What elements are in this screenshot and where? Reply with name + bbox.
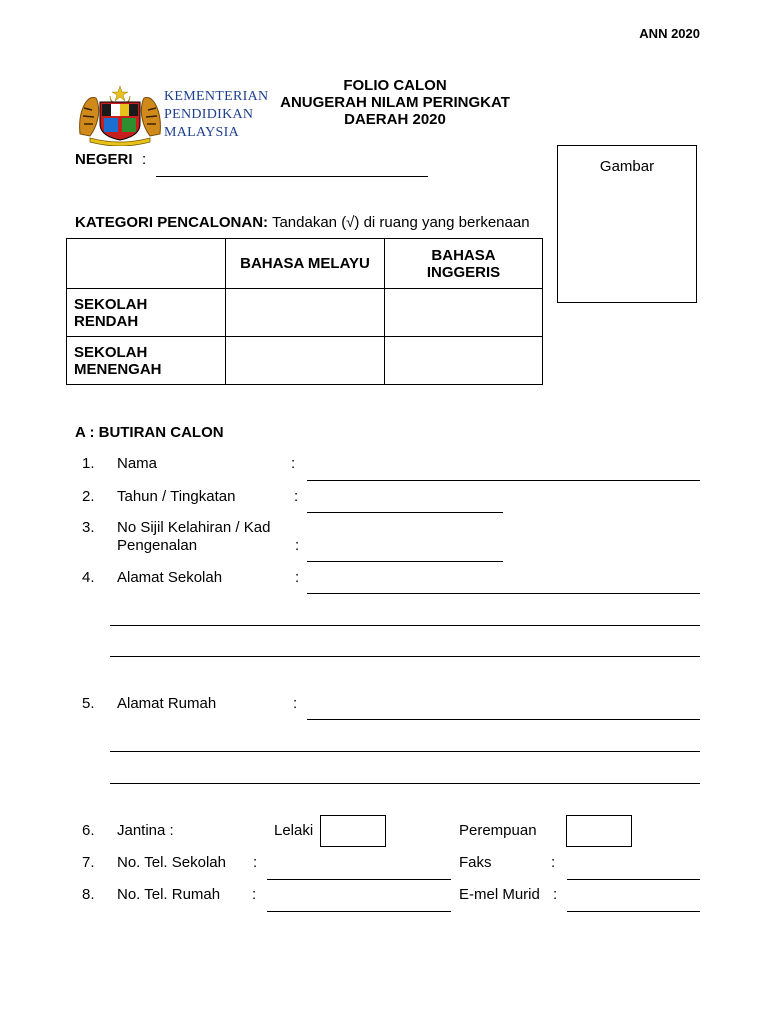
logo-line-2: PENDIDIKAN [164, 107, 254, 122]
colon: : [291, 455, 296, 472]
faks-label: Faks [459, 854, 492, 871]
kategori-label: KATEGORI PENCALONAN: [75, 214, 269, 231]
nama-label: Nama [117, 455, 158, 472]
table-header-row [67, 239, 543, 289]
row-label [67, 337, 226, 385]
colon: : [252, 886, 257, 903]
colon: : [553, 886, 558, 903]
negeri-colon: : [142, 151, 147, 168]
colon: : [295, 537, 300, 554]
field-number: 5. [82, 695, 95, 712]
tel-sekolah-label: No. Tel. Sekolah [117, 854, 226, 871]
colon: : [295, 569, 300, 586]
tel-rumah-label: No. Tel. Rumah [117, 886, 221, 903]
jantina-label: Jantina : [117, 822, 174, 839]
field-number: 6. [82, 822, 95, 839]
alamat-rumah-label: Alamat Rumah [117, 695, 217, 712]
lelaki-label: Lelaki [274, 822, 314, 839]
tel-rumah-field[interactable] [267, 911, 451, 912]
emel-field[interactable] [567, 911, 700, 912]
kategori-instruction: Tandakan (√) di ruang yang berkenaan [271, 214, 530, 231]
document-reference: ANN 2020 [639, 26, 700, 41]
row-label-text: SEKOLAH RENDAH [74, 295, 148, 330]
table-header-bi-text: BAHASA INGGERIS [426, 246, 501, 281]
alamat-rumah-field-3[interactable] [110, 783, 700, 784]
table-header-empty [67, 239, 226, 289]
table-header-bm: BAHASA MELAYU [226, 239, 385, 289]
sijil-field[interactable] [307, 561, 503, 562]
table-row [67, 337, 543, 385]
logo-line-3: MALAYSIA [164, 125, 240, 140]
kpm-crest-logo [76, 84, 164, 146]
alamat-sekolah-label: Alamat Sekolah [117, 569, 223, 586]
checkbox-cell-menengah-bi[interactable] [385, 337, 543, 385]
alamat-sekolah-field-2[interactable] [110, 625, 700, 626]
alamat-sekolah-field-3[interactable] [110, 656, 700, 657]
perempuan-checkbox[interactable] [566, 815, 632, 847]
colon: : [551, 854, 556, 871]
checkbox-cell-rendah-bi[interactable] [385, 289, 543, 337]
nama-field[interactable] [307, 480, 700, 481]
row-label [67, 289, 226, 337]
title-line-3: DAERAH 2020 [344, 111, 446, 128]
field-number: 2. [82, 488, 95, 505]
sijil-label-line-1: No Sijil Kelahiran / Kad [117, 519, 271, 536]
title-line-1: FOLIO CALON [343, 77, 447, 94]
tahun-field[interactable] [307, 512, 503, 513]
form-title [270, 77, 520, 128]
colon: : [294, 488, 299, 505]
sijil-label-line-2: Pengenalan [117, 537, 198, 554]
field-number: 3. [82, 519, 95, 536]
kpm-logo-text [164, 88, 268, 142]
photo-box[interactable] [557, 145, 697, 303]
perempuan-label: Perempuan [459, 822, 537, 839]
checkbox-cell-menengah-bm[interactable] [226, 337, 385, 385]
title-line-2: ANUGERAH NILAM PERINGKAT [280, 94, 510, 111]
alamat-rumah-field-1[interactable] [307, 719, 700, 720]
logo-line-1: KEMENTERIAN [164, 89, 269, 104]
tahun-label: Tahun / Tingkatan [117, 488, 236, 505]
tel-sekolah-field[interactable] [267, 879, 451, 880]
faks-field[interactable] [567, 879, 700, 880]
colon: : [293, 695, 298, 712]
table-row [67, 289, 543, 337]
emel-label: E-mel Murid [459, 886, 540, 903]
colon: : [253, 854, 258, 871]
photo-label: Gambar [599, 158, 655, 175]
field-number: 7. [82, 854, 95, 871]
table-header-bi [385, 239, 543, 289]
negeri-label: NEGERI [75, 151, 133, 168]
section-a-title: A : BUTIRAN CALON [75, 424, 224, 441]
row-label-text: SEKOLAH MENENGAH [74, 343, 162, 378]
field-number: 1. [82, 455, 95, 472]
field-number: 4. [82, 569, 95, 586]
lelaki-checkbox[interactable] [320, 815, 386, 847]
kategori-heading [75, 214, 530, 231]
kategori-table [66, 238, 543, 385]
alamat-sekolah-field-1[interactable] [307, 593, 700, 594]
alamat-rumah-field-2[interactable] [110, 751, 700, 752]
field-number: 8. [82, 886, 95, 903]
negeri-field[interactable] [156, 176, 428, 177]
checkbox-cell-rendah-bm[interactable] [226, 289, 385, 337]
